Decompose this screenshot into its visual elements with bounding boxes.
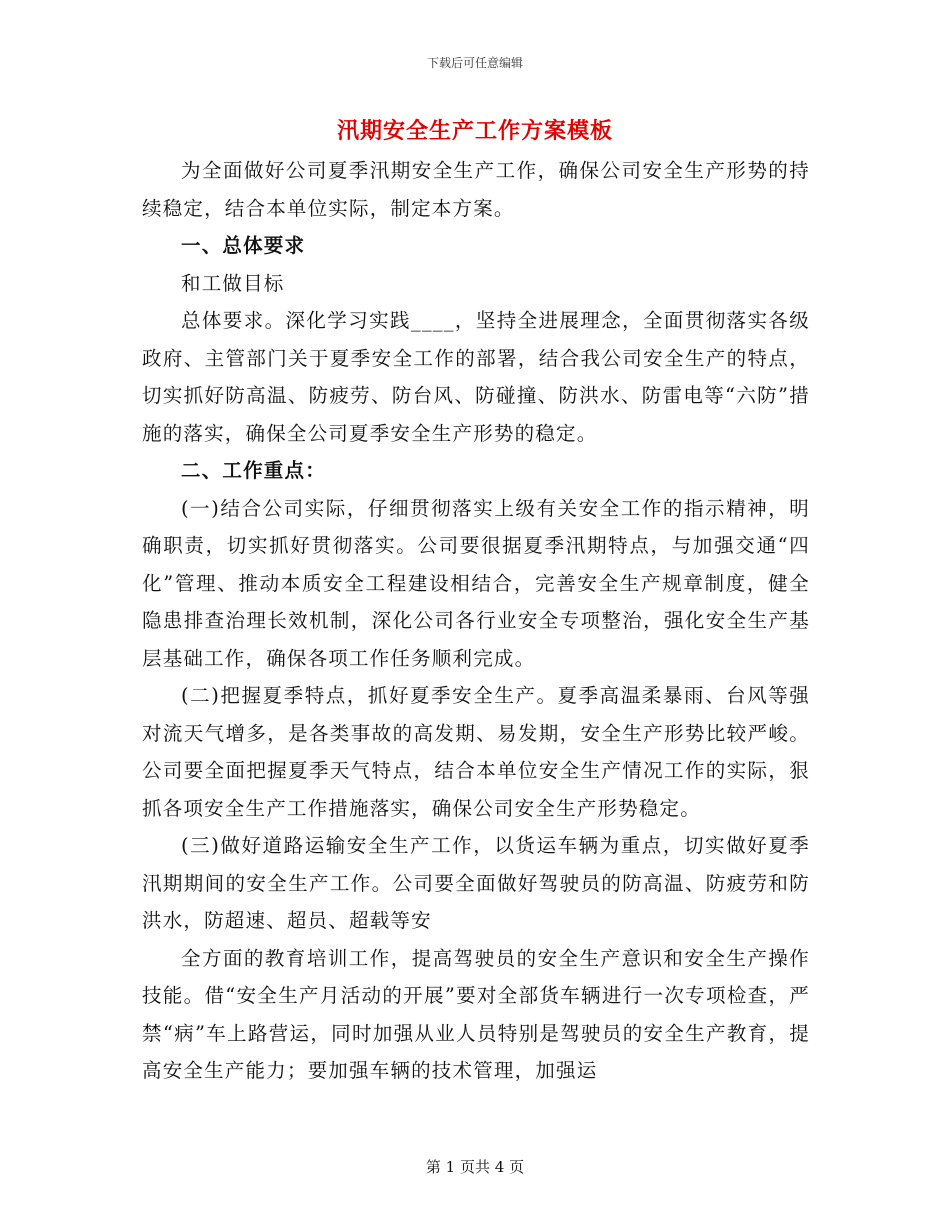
paragraph-item-1: (一)结合公司实际，仔细贯彻落实上级有关安全工作的指示精神，明确职责，切实抓好贯彻落实。公司要很据夏季汛期特点，与加强交通“四化”管理、推动本质安全工程建设相结合，完善安全生产规章制度，健全隐患排查治理长效机制，深化公司各行业安全专项整治，强化安全生产基层基础工作，确保各项工作任务顺利完成。 [142, 496, 810, 670]
section-heading-key-work: 二、工作重点： [181, 459, 326, 482]
section-heading-overall: 一、总体要求 [181, 234, 306, 257]
document-body [142, 152, 810, 1090]
page-number: 第 1 页共 4 页 [425, 1158, 525, 1176]
paragraph-item-2: (二)把握夏季特点，抓好夏季安全生产。夏季高温柔暴雨、台风等强对流天气增多，是各类事故的高发期、易发期，安全生产形势比较严峻。公司要全面把握夏季天气特点，结合本单位安全生产情况工作的实际，狠抓各项安全生产工作措施落实，确保公司安全生产形势稳定。 [142, 684, 810, 820]
document-title: 汛期安全生产工作方案模板 [336, 118, 613, 144]
intro-paragraph: 为全面做好公司夏季汛期安全生产工作，确保公司安全生产形势的持续稳定，结合本单位实际，制定本方案。 [142, 159, 810, 220]
subheading-goals: 和工做目标 [181, 271, 285, 295]
header-note: 下载后可任意编辑 [426, 56, 523, 70]
paragraph-item-3-continued: 全方面的教育培训工作，提高驾驶员的安全生产意识和安全生产操作技能。借“安全生产月活动的开展”要对全部货车辆进行一次专项检查，严禁“病”车上路营运，同时加强从业人员特别是驾驶员的安全生产教育，提高安全生产能力；要加强车辆的技术管理，加强运 [142, 946, 810, 1082]
paragraph-overall-requirements: 总体要求。深化学习实践____，坚持全进展理念，全面贯彻落实各级政府、主管部门关于夏季安全工作的部署，结合我公司安全生产的特点，切实抓好防高温、防疲劳、防台风、防碰撞、防洪水、防雷电等“六防”措施的落实，确保全公司夏季安全生产形势的稳定。 [142, 309, 810, 445]
paragraph-item-3: (三)做好道路运输安全生产工作，以货运车辆为重点，切实做好夏季汛期期间的安全生产工作。公司要全面做好驾驶员的防高温、防疲劳和防洪水，防超速、超员、超载等安 [142, 834, 810, 932]
